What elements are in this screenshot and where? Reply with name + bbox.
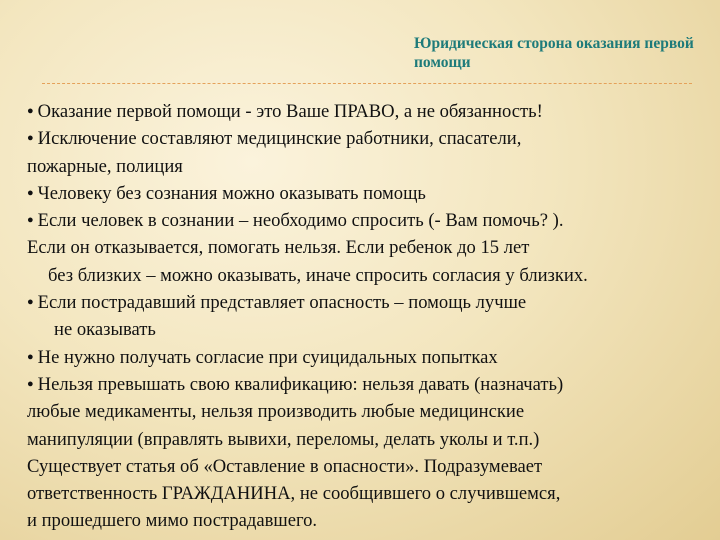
body-line: и прошедшего мимо пострадавшего.: [27, 510, 318, 532]
body-line: ● Исключение составляют медицинские работники, спасатели,: [27, 128, 522, 150]
body-line: ● Человеку без сознания можно оказывать помощь: [27, 182, 426, 204]
body-line: не оказывать: [54, 319, 156, 341]
body-line: ● Если пострадавший представляет опасность – помощь лучше: [27, 292, 527, 314]
bullet-icon: ●: [27, 296, 34, 309]
body-line: ● Нельзя превышать свою квалификацию: нельзя давать (назначать): [27, 373, 564, 395]
body-line: ответственность ГРАЖДАНИНА, не сообщившего о случившемся,: [27, 483, 561, 505]
slide-body: [27, 98, 707, 535]
body-line: ● Если человек в сознании – необходимо спросить (- Вам помочь? ).: [27, 210, 564, 232]
body-line: Если он отказывается, помогать нельзя. Если ребенок до 15 лет: [27, 237, 530, 259]
slide-title: Юридическая сторона оказания первой помощи: [414, 35, 694, 71]
body-line: ● Оказание первой помощи - это Ваше ПРАВО, а не обязанность!: [27, 101, 543, 122]
bullet-icon: ●: [27, 350, 34, 363]
bullet-icon: ●: [27, 214, 34, 227]
bullet-icon: ●: [27, 132, 34, 145]
title-divider: [42, 83, 692, 84]
bullet-icon: ●: [27, 186, 34, 199]
body-line: пожарные, полиция: [27, 155, 183, 177]
body-line: Существует статья об «Оставление в опасности». Подразумевает: [27, 455, 543, 477]
bullet-icon: ●: [27, 105, 34, 117]
body-line: без близких – можно оказывать, иначе спросить согласия у близких.: [48, 264, 588, 286]
body-line: любые медикаменты, нельзя производить любые медицинские: [27, 401, 525, 423]
body-line: ● Не нужно получать согласие при суицидальных попытках: [27, 346, 498, 368]
body-line: манипуляции (вправлять вывихи, переломы, делать уколы и т.п.): [27, 428, 540, 450]
bullet-icon: ●: [27, 377, 34, 390]
